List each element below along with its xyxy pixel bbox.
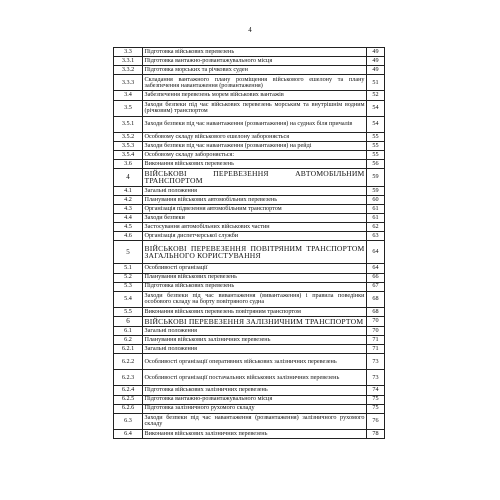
section-number: 6.4 [114, 429, 143, 438]
section-number: 5.2 [114, 273, 143, 282]
page-ref: 76 [367, 413, 385, 429]
toc-row [114, 429, 385, 438]
table-of-contents [113, 47, 385, 439]
toc-row [114, 214, 385, 223]
page-ref: 63 [367, 232, 385, 241]
section-number: 3.5 [114, 100, 143, 116]
section-title: Планування військових автомобільних перевезень [143, 195, 367, 204]
section-number: 6.2 [114, 335, 143, 344]
toc-section-row [114, 241, 385, 264]
section-title: Підготовка залізничного рухомого складу [143, 404, 367, 413]
toc-row [114, 132, 385, 141]
section-title: Виконання військових перевезень [143, 160, 367, 169]
toc-row [114, 160, 385, 169]
toc-row [114, 386, 385, 395]
toc-row [114, 204, 385, 213]
toc-row [114, 370, 385, 386]
toc-row [114, 326, 385, 335]
toc-row [114, 232, 385, 241]
page-ref: 60 [367, 195, 385, 204]
section-title: Особливості організації постачальних військових залізничних перевезень [143, 370, 367, 386]
section-title: Виконання військових залізничних перевезень [143, 429, 367, 438]
page-ref: 49 [367, 57, 385, 66]
section-number: 6.2.6 [114, 404, 143, 413]
page-ref: 49 [367, 66, 385, 75]
toc-row [114, 354, 385, 370]
page-ref: 59 [367, 169, 385, 187]
section-number: 6.1 [114, 326, 143, 335]
section-number: 3.3 [114, 48, 143, 57]
section-number: 6.2.1 [114, 344, 143, 353]
section-number: 6.2.4 [114, 386, 143, 395]
section-number: 3.6 [114, 160, 143, 169]
section-title: Заходи безпеки [143, 214, 367, 223]
page-number: 4 [248, 26, 252, 34]
section-title: Особовому складу військового ешелону забороняється [143, 132, 367, 141]
page-ref: 74 [367, 386, 385, 395]
section-title: Загальні положення [143, 186, 367, 195]
page-ref: 68 [367, 307, 385, 316]
page-ref: 55 [367, 132, 385, 141]
page-ref: 70 [367, 326, 385, 335]
page-ref: 52 [367, 91, 385, 100]
toc-row [114, 223, 385, 232]
toc-row [114, 48, 385, 57]
page-ref: 68 [367, 291, 385, 307]
section-title: Особовому складу забороняється: [143, 151, 367, 160]
toc-row [114, 344, 385, 353]
page-ref: 64 [367, 264, 385, 273]
section-number: 3.3.3 [114, 75, 143, 91]
section-title: Заходи безпеки під час вивантаження (вивантаження) і правила поведінки особового складу на борту повітряного судна [143, 291, 367, 307]
page-ref: 75 [367, 395, 385, 404]
section-number: 6.2.3 [114, 370, 143, 386]
section-number: 3.4 [114, 91, 143, 100]
section-number: 4.6 [114, 232, 143, 241]
page-ref: 66 [367, 273, 385, 282]
section-title: Підготовка вантажно-розвантажувального місця [143, 57, 367, 66]
section-title: Заходи безпеки під час навантаження (розвантаження) на рейді [143, 141, 367, 150]
section-title: Забезпечення перевезень морем військових вантажів [143, 91, 367, 100]
page-ref: 71 [367, 344, 385, 353]
section-number: 3.5.4 [114, 151, 143, 160]
page-ref: 55 [367, 151, 385, 160]
section-number: 3.5.3 [114, 141, 143, 150]
section-number: 3.3.1 [114, 57, 143, 66]
section-title: ВІЙСЬКОВІ ПЕРЕВЕЗЕННЯ АВТОМОБІЛЬНИМ ТРАНСПОРТОМ [144, 168, 365, 186]
page-ref: 75 [367, 404, 385, 413]
section-number: 4 [114, 169, 143, 187]
section-number: 6.2.5 [114, 395, 143, 404]
toc-row [114, 404, 385, 413]
section-title: Застосування автомобільних військових частин [143, 223, 367, 232]
page-ref: 64 [367, 241, 385, 264]
toc-row [114, 264, 385, 273]
section-title: Організація диспетчерської служби [143, 232, 367, 241]
section-title: Особливості організації оперативних військових залізничних перевезень [143, 354, 367, 370]
section-title: Підготовка військових перевезень [143, 282, 367, 291]
section-number: 6 [114, 316, 143, 326]
section-title: Особливості організації [143, 264, 367, 273]
section-number: 4.3 [114, 204, 143, 213]
page-ref: 56 [367, 160, 385, 169]
section-number: 5.3 [114, 282, 143, 291]
toc-row [114, 335, 385, 344]
section-title: ВІЙСЬКОВІ ПЕРЕВЕЗЕННЯ ПОВІТРЯНИМ ТРАНСПОРТОМ ЗАГАЛЬНОГО КОРИСТУВАННЯ [143, 241, 367, 264]
section-number: 4.2 [114, 195, 143, 204]
toc-row [114, 291, 385, 307]
toc-row [114, 282, 385, 291]
page-ref: 71 [367, 335, 385, 344]
page-ref: 78 [367, 429, 385, 438]
toc-row [114, 413, 385, 429]
section-number: 3.3.2 [114, 66, 143, 75]
page-ref: 55 [367, 141, 385, 150]
page-ref: 61 [367, 214, 385, 223]
page-ref: 70 [367, 316, 385, 326]
section-title: Підготовка вантажно-розвантажувального місця [143, 395, 367, 404]
section-number: 4.4 [114, 214, 143, 223]
section-title: ВІЙСЬКОВІ ПЕРЕВЕЗЕННЯ ЗАЛІЗНИЧНИМ ТРАНСПОРТОМ [143, 316, 367, 326]
toc-row [114, 195, 385, 204]
toc-row [114, 75, 385, 91]
section-title: Складання вантажного плану розміщення військового ешелону та плану забезпечення навантаження (розвантаження) [143, 75, 367, 91]
section-title: Заходи безпеки під час навантаження (розвантаження) залізничного рухомого складу [143, 413, 367, 429]
toc-row [114, 186, 385, 195]
toc-row [114, 141, 385, 150]
toc-body [114, 48, 385, 439]
section-title: Підготовка військових залізничних перевезень [143, 386, 367, 395]
page-ref: 67 [367, 282, 385, 291]
toc-row [114, 116, 385, 132]
section-title: Загальні положення [143, 344, 367, 353]
section-title: Організація підвезення автомобільним транспортом [143, 204, 367, 213]
toc-row [114, 57, 385, 66]
section-title: Заходи безпеки під час військових перевезень морським та внутрішнім водним (річковим) транспортом [143, 100, 367, 116]
toc-row [114, 100, 385, 116]
section-title: Планування військових залізничних перевезень [143, 335, 367, 344]
section-title: Підготовка морських та річкових суден [143, 66, 367, 75]
section-number: 5.5 [114, 307, 143, 316]
section-title: Загальні положення [143, 326, 367, 335]
toc-row [114, 91, 385, 100]
page-ref: 59 [367, 186, 385, 195]
section-number: 4.1 [114, 186, 143, 195]
page-ref: 51 [367, 75, 385, 91]
section-title: Підготовка військових перевезень [143, 48, 367, 57]
toc-row [114, 151, 385, 160]
section-number: 4.5 [114, 223, 143, 232]
section-number: 5.1 [114, 264, 143, 273]
toc-row [114, 66, 385, 75]
toc-row [114, 307, 385, 316]
page-ref: 61 [367, 204, 385, 213]
page-ref: 73 [367, 354, 385, 370]
section-number: 3.5.2 [114, 132, 143, 141]
page-ref: 49 [367, 48, 385, 57]
section-number: 6.2.2 [114, 354, 143, 370]
toc-section-row [114, 169, 385, 187]
page-ref: 73 [367, 370, 385, 386]
section-number: 5.4 [114, 291, 143, 307]
section-title: Виконання військових перевезень повітряним транспортом [143, 307, 367, 316]
page-ref: 54 [367, 116, 385, 132]
page-ref: 54 [367, 100, 385, 116]
toc-row [114, 395, 385, 404]
section-number: 6.3 [114, 413, 143, 429]
section-title: Планування військових перевезень [143, 273, 367, 282]
section-number: 5 [114, 241, 143, 264]
page-ref: 62 [367, 223, 385, 232]
section-title: Заходи безпеки під час навантаження (розвантаження) на суднах біля причалів [143, 116, 367, 132]
toc-section-row [114, 316, 385, 326]
section-number: 3.5.1 [114, 116, 143, 132]
toc-row [114, 273, 385, 282]
